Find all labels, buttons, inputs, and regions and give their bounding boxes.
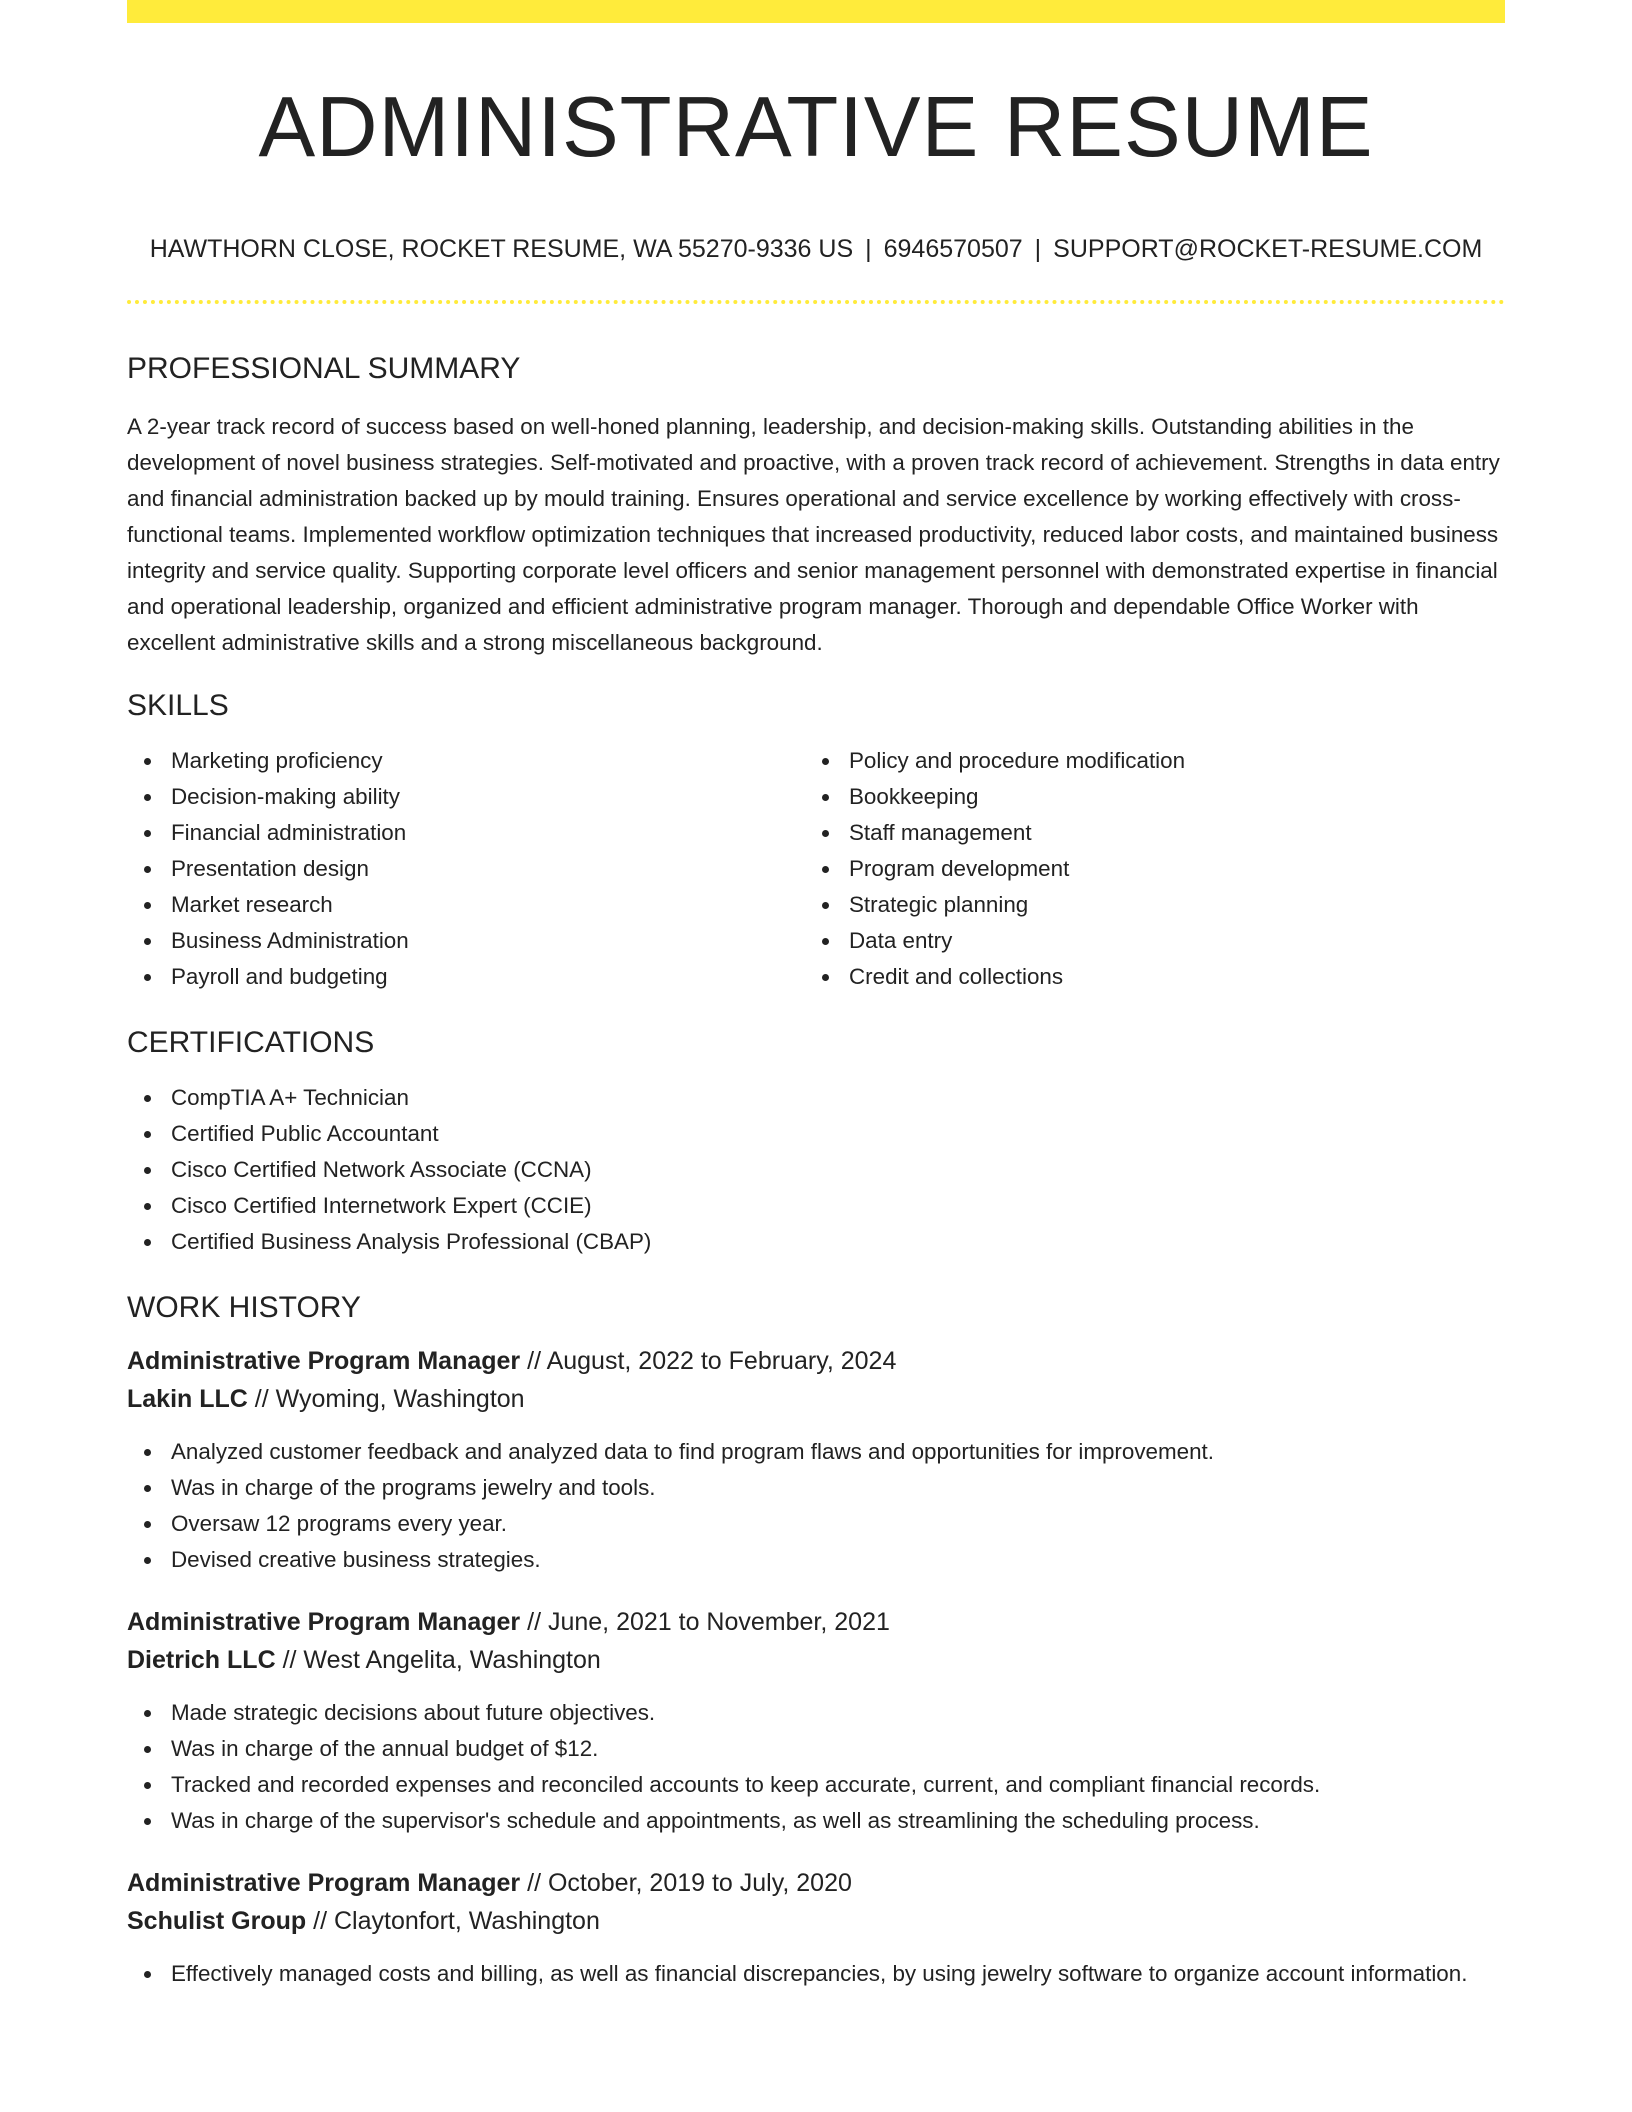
skill-item: Data entry — [805, 923, 1483, 959]
certifications-heading: CERTIFICATIONS — [127, 1026, 375, 1059]
job-dates: June, 2021 to November, 2021 — [547, 1608, 890, 1636]
job-bullets — [127, 1695, 1505, 1839]
job-title-line — [127, 1864, 1505, 1902]
resume-page — [127, 0, 1505, 1992]
job-location: West Angelita, Washington — [303, 1646, 601, 1674]
skill-item: Staff management — [805, 815, 1483, 851]
job-entry — [127, 1342, 1505, 1578]
skill-item: Program development — [805, 851, 1483, 887]
dotted-divider — [127, 300, 1505, 304]
skills-heading: SKILLS — [127, 689, 229, 722]
job-separator: // — [275, 1646, 304, 1674]
job-company-line — [127, 1641, 1505, 1679]
work-history-list — [127, 1342, 1505, 1992]
contact-separator: | — [1034, 235, 1042, 263]
certification-item: Certified Public Accountant — [127, 1116, 1505, 1152]
job-dates: August, 2022 to February, 2024 — [546, 1347, 897, 1375]
job-title-line — [127, 1342, 1505, 1380]
job-bullet: Tracked and recorded expenses and reconciled accounts to keep accurate, current, and compliant financial records. — [127, 1767, 1505, 1803]
summary-heading: PROFESSIONAL SUMMARY — [127, 352, 521, 385]
job-separator: // — [520, 1608, 548, 1636]
job-bullets — [127, 1956, 1505, 1992]
skills-list-right — [805, 743, 1483, 995]
job-title: Administrative Program Manager — [127, 1869, 521, 1897]
contact-line — [127, 237, 1505, 262]
job-location: Wyoming, Washington — [275, 1385, 525, 1413]
address: HAWTHORN CLOSE, ROCKET RESUME, WA 55270-9336 US — [149, 235, 854, 263]
work-history-heading: WORK HISTORY — [127, 1291, 361, 1324]
job-bullets — [127, 1434, 1505, 1578]
certification-item: Certified Business Analysis Professional (CBAP) — [127, 1224, 1505, 1260]
job-entry — [127, 1603, 1505, 1839]
job-company: Schulist Group — [127, 1907, 307, 1935]
top-accent-bar — [127, 0, 1505, 23]
job-bullet: Analyzed customer feedback and analyzed data to find program flaws and opportunities for improvement. — [127, 1434, 1505, 1470]
job-company-line — [127, 1902, 1505, 1940]
job-title-line — [127, 1603, 1505, 1641]
phone: 6946570507 — [883, 235, 1023, 263]
skill-item: Decision-making ability — [127, 779, 805, 815]
job-dates: October, 2019 to July, 2020 — [547, 1869, 852, 1897]
job-location: Claytonfort, Washington — [333, 1907, 600, 1935]
resume-title: ADMINISTRATIVE RESUME — [258, 80, 1374, 175]
job-company: Lakin LLC — [127, 1385, 248, 1413]
job-bullet: Was in charge of the programs jewelry and tools. — [127, 1470, 1505, 1506]
summary-text: A 2-year track record of success based on well-honed planning, leadership, and decision-making skills. Outstanding abilities in the development of novel business strategies. Self-motivated and proactive, with a proven track record of achievement. Strengths in data entry and financial administration backed up by mould training. Ensures operational and service excellence by working effectively with cross-functional teams. Implemented workflow optimization techniques that increased productivity, reduced labor costs, and maintained business integrity and service quality. Supporting corporate level officers and senior management personnel with demonstrated expertise in financial and operational leadership, organized and efficient administrative program manager. Thorough and dependable Office Worker with excellent administrative skills and a strong miscellaneous background. — [127, 414, 1500, 655]
job-separator: // — [306, 1907, 334, 1935]
skill-item: Policy and procedure modification — [805, 743, 1483, 779]
job-separator: // — [520, 1869, 548, 1897]
job-bullet: Was in charge of the annual budget of $12. — [127, 1731, 1505, 1767]
certifications-list — [127, 1080, 1505, 1260]
certification-item: CompTIA A+ Technician — [127, 1080, 1505, 1116]
job-separator: // — [520, 1347, 547, 1375]
skill-item: Financial administration — [127, 815, 805, 851]
skill-item: Presentation design — [127, 851, 805, 887]
skill-item: Market research — [127, 887, 805, 923]
skills-list-left — [127, 743, 805, 995]
job-bullet: Made strategic decisions about future objectives. — [127, 1695, 1505, 1731]
skill-item: Bookkeeping — [805, 779, 1483, 815]
certification-item: Cisco Certified Internetwork Expert (CCIE) — [127, 1188, 1505, 1224]
job-bullet: Was in charge of the supervisor's schedule and appointments, as well as streamlining the scheduling process. — [127, 1803, 1505, 1839]
email: SUPPORT@ROCKET-RESUME.COM — [1053, 235, 1483, 263]
job-title: Administrative Program Manager — [127, 1347, 521, 1375]
job-company: Dietrich LLC — [127, 1646, 276, 1674]
job-bullet: Oversaw 12 programs every year. — [127, 1506, 1505, 1542]
job-separator: // — [247, 1385, 276, 1413]
contact-separator: | — [865, 235, 872, 263]
skill-item: Strategic planning — [805, 887, 1483, 923]
job-bullet: Effectively managed costs and billing, as well as financial discrepancies, by using jewelry software to organize account information. — [127, 1956, 1505, 1992]
job-title: Administrative Program Manager — [127, 1608, 521, 1636]
skill-item: Business Administration — [127, 923, 805, 959]
skill-item: Payroll and budgeting — [127, 959, 805, 995]
skill-item: Marketing proficiency — [127, 743, 805, 779]
certification-item: Cisco Certified Network Associate (CCNA) — [127, 1152, 1505, 1188]
skill-item: Credit and collections — [805, 959, 1483, 995]
job-company-line — [127, 1380, 1505, 1418]
job-bullet: Devised creative business strategies. — [127, 1542, 1505, 1578]
skills-columns — [127, 743, 1505, 995]
job-entry — [127, 1864, 1505, 1992]
